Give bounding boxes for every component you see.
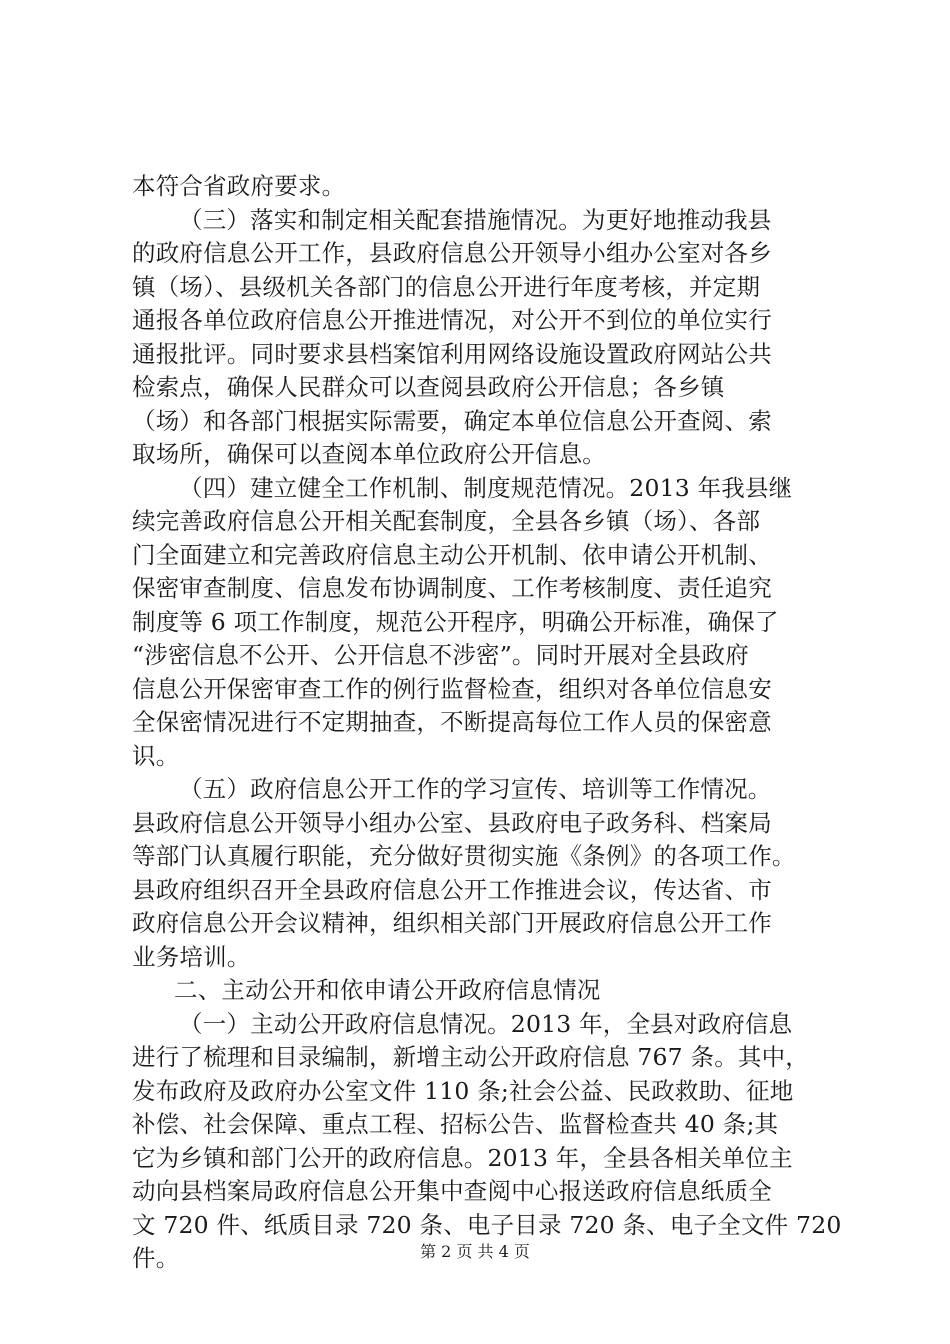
text-line: 本符合省政府要求。 — [132, 172, 346, 200]
text-line: 的政府信息公开工作，县政府信息公开领导小组办公室对各乡 — [132, 239, 772, 267]
text-line: 文 720 件、纸质目录 720 条、电子目录 720 条、电子全文件 720 — [132, 1210, 842, 1239]
text-line: 检索点，确保人民群众可以查阅县政府公开信息；各乡镇 — [132, 373, 725, 401]
text-line: 全保密情况进行不定期抽查，不断提高每位工作人员的保密意 — [132, 708, 772, 736]
text-line: 政府信息公开会议精神，组织相关部门开展政府信息公开工作 — [132, 909, 772, 937]
text-line: 续完善政府信息公开相关配套制度，全县各乡镇（场）、各部 — [132, 507, 761, 535]
text-line: （场）和各部门根据实际需要，确定本单位信息公开查阅、索 — [132, 406, 772, 435]
text-line: 它为乡镇和部门公开的政府信息。2013 年，全县各相关单位主 — [132, 1143, 793, 1172]
text-line: 保密审查制度、信息发布协调制度、工作考核制度、责任追究 — [132, 574, 772, 602]
text-line: （四）建立健全工作机制、制度规范情况。2013 年我县继 — [179, 473, 793, 502]
text-line: 镇（场）、县级机关各部门的信息公开进行年度考核，并定期 — [132, 272, 761, 301]
text-line: 制度等 6 项工作制度，规范公开程序，明确公开标准，确保了 — [132, 607, 779, 636]
text-line: 动向县档案局政府信息公开集中查阅中心报送政府信息纸质全 — [132, 1177, 772, 1205]
text-line: 信息公开保密审查工作的例行监督检查，组织对各单位信息安 — [132, 674, 772, 703]
document-body — [132, 170, 842, 1276]
text-line: （三）落实和制定相关配套措施情况。为更好地推动我县 — [179, 205, 772, 234]
text-line: 业务培训。 — [132, 942, 251, 971]
text-line: 取场所，确保可以查阅本单位政府公开信息。 — [132, 440, 606, 468]
text-line: 通报批评。同时要求县档案馆利用网络设施设置政府网站公共 — [132, 339, 772, 368]
text-line: 等部门认真履行职能，充分做好贯彻实施《条例》的各项工作。 — [132, 842, 796, 870]
text-line: “涉密信息不公开、公开信息不涉密”。同时开展对全县政府 — [132, 641, 749, 669]
text-line: 通报各单位政府信息公开推进情况，对公开不到位的单位实行 — [132, 306, 772, 334]
page-number: 第 2 页 共 4 页 — [420, 1242, 530, 1261]
text-line: 县政府信息公开领导小组办公室、县政府电子政务科、档案局 — [132, 808, 772, 837]
text-line: 进行了梳理和目录编制，新增主动公开政府信息 767 条。其中， — [132, 1043, 809, 1071]
text-line: （一）主动公开政府信息情况。2013 年，全县对政府信息 — [179, 1009, 793, 1038]
text-line: （五）政府信息公开工作的学习宣传、培训等工作情况。 — [179, 775, 772, 803]
text-line: 县政府组织召开全县政府信息公开工作推进会议，传达省、市 — [132, 875, 772, 904]
section-heading: 二、主动公开和依申请公开政府信息情况 — [174, 976, 601, 1004]
text-line: 识。 — [132, 741, 180, 770]
text-line: 发布政府及政府办公室文件 110 条;社会公益、民政救助、征地 — [132, 1076, 794, 1105]
text-line: 门全面建立和完善政府信息主动公开机制、依申请公开机制、 — [132, 540, 772, 569]
text-line: 补偿、社会保障、重点工程、招标公告、监督检查共 40 条;其 — [132, 1110, 779, 1138]
text-line: 件。 — [132, 1244, 180, 1272]
